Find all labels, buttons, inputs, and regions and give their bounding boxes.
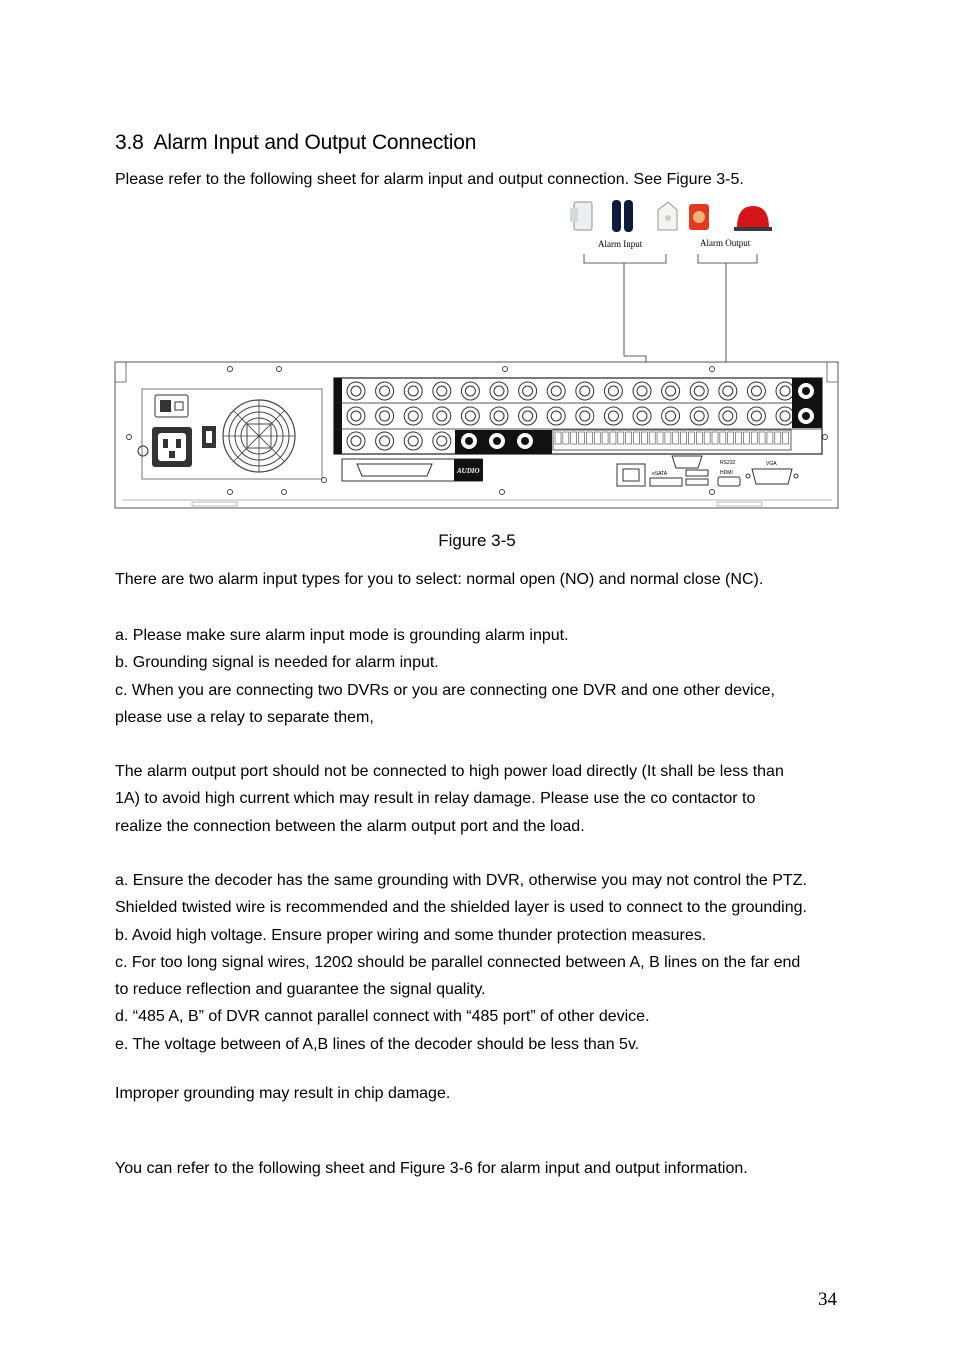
input-note: c. When you are connecting two DVRs or you are connecting one DVR and one other device, bbox=[115, 681, 775, 699]
bnc-connector bbox=[433, 432, 451, 450]
input-types-paragraph: There are two alarm input types for you to select: normal open (NO) and normal close (NC). bbox=[115, 571, 764, 588]
alarm-beacon-icon bbox=[734, 206, 772, 231]
output-note: realize the connection between the alarm output port and the load. bbox=[115, 817, 585, 835]
bnc-connector bbox=[461, 382, 479, 400]
output-note: 1A) to avoid high current which may result in relay damage. Please use the co contactor to bbox=[115, 790, 756, 808]
terminal-screw bbox=[736, 432, 742, 444]
bnc-connector bbox=[347, 432, 365, 450]
section-title: Alarm Input and Output Connection bbox=[153, 131, 477, 154]
bnc-connector bbox=[519, 382, 537, 400]
dvr-alarm-connection-figure bbox=[112, 194, 842, 514]
terminal-screw bbox=[571, 432, 577, 444]
terminal-screw bbox=[681, 432, 687, 444]
bnc-connector bbox=[604, 407, 622, 425]
section-number: 3.8 bbox=[115, 131, 144, 154]
audio-label: AUDIO bbox=[457, 467, 480, 475]
bnc-connector bbox=[690, 407, 708, 425]
bnc-connector bbox=[547, 382, 565, 400]
decoder-note: Shielded twisted wire is recommended and the shielded layer is used to connect to the grounding. bbox=[115, 899, 807, 917]
bnc-connector bbox=[547, 407, 565, 425]
terminal-screw bbox=[657, 432, 663, 444]
bnc-connector bbox=[662, 407, 680, 425]
bnc-connector bbox=[633, 382, 651, 400]
decoder-note: to reduce reflection and guarantee the signal quality. bbox=[115, 981, 486, 999]
bnc-connector bbox=[690, 382, 708, 400]
bnc-connector bbox=[376, 407, 394, 425]
section-heading bbox=[115, 131, 476, 155]
rs232-label: RS232 bbox=[720, 460, 736, 466]
bnc-connector bbox=[719, 407, 737, 425]
terminal-screw bbox=[720, 432, 726, 444]
dvr-rear-panel bbox=[115, 362, 838, 508]
input-note: b. Grounding signal is needed for alarm input. bbox=[115, 654, 439, 672]
terminal-screw bbox=[696, 432, 702, 444]
beam-detector-icon bbox=[612, 200, 633, 232]
fan-icon bbox=[223, 400, 295, 472]
esata-label: eSATA bbox=[652, 471, 668, 477]
terminal-screw bbox=[649, 432, 655, 444]
decoder-note: c. For too long signal wires, 120Ω should be parallel connected between A, B lines on the far end bbox=[115, 953, 801, 971]
bnc-connector bbox=[433, 382, 451, 400]
terminal-screw bbox=[563, 432, 569, 444]
hdmi-label: HDMI bbox=[720, 470, 733, 476]
bnc-connector bbox=[404, 382, 422, 400]
figure-caption: Figure 3-5 bbox=[438, 531, 516, 550]
terminal-screw bbox=[641, 432, 647, 444]
input-note: a. Please make sure alarm input mode is grounding alarm input. bbox=[115, 627, 569, 644]
terminal-screw bbox=[594, 432, 600, 444]
terminal-screw bbox=[767, 432, 773, 444]
terminal-screw bbox=[751, 432, 757, 444]
input-note: please use a relay to separate them, bbox=[115, 708, 374, 726]
bnc-connector bbox=[376, 432, 394, 450]
alarm-input-label: Alarm Input bbox=[598, 239, 643, 249]
bnc-connector bbox=[747, 382, 765, 400]
bnc-connector bbox=[576, 382, 594, 400]
bnc-connector bbox=[747, 407, 765, 425]
decoder-note: e. The voltage between of A,B lines of the decoder should be less than 5v. bbox=[115, 1035, 640, 1053]
bnc-connector bbox=[519, 407, 537, 425]
terminal-screw bbox=[783, 432, 789, 444]
terminal-screw bbox=[775, 432, 781, 444]
decoder-notes bbox=[115, 867, 850, 1058]
terminal-screw bbox=[743, 432, 749, 444]
terminal-screw bbox=[759, 432, 765, 444]
bnc-connector bbox=[576, 407, 594, 425]
terminal-screw bbox=[673, 432, 679, 444]
bnc-connector bbox=[662, 382, 680, 400]
alarm-output-notes bbox=[115, 758, 850, 840]
terminal-screw bbox=[618, 432, 624, 444]
bnc-connector bbox=[490, 382, 508, 400]
grounding-note: Improper grounding may result in chip damage. bbox=[115, 1085, 451, 1102]
bnc-connector bbox=[776, 407, 794, 425]
bnc-connector bbox=[347, 382, 365, 400]
closing-paragraph: You can refer to the following sheet and Figure 3-6 for alarm input and output information. bbox=[115, 1160, 748, 1177]
terminal-screw bbox=[602, 432, 608, 444]
output-note: The alarm output port should not be connected to high power load directly (It shall be less than bbox=[115, 763, 784, 780]
terminal-screw bbox=[610, 432, 616, 444]
decoder-note: b. Avoid high voltage. Ensure proper wiring and some thunder protection measures. bbox=[115, 926, 707, 944]
vga-label: VGA bbox=[766, 461, 777, 467]
terminal-screw bbox=[704, 432, 710, 444]
bnc-connector bbox=[490, 407, 508, 425]
strobe-siren-icon bbox=[689, 204, 709, 230]
bnc-connector bbox=[776, 382, 794, 400]
terminal-screw bbox=[728, 432, 734, 444]
bnc-connector bbox=[461, 407, 479, 425]
bnc-connector bbox=[376, 382, 394, 400]
intro-paragraph: Please refer to the following sheet for alarm input and output connection. See Figure 3-5. bbox=[115, 171, 744, 188]
terminal-screw bbox=[626, 432, 632, 444]
terminal-screw bbox=[688, 432, 694, 444]
terminal-screw bbox=[555, 432, 561, 444]
bnc-connector bbox=[633, 407, 651, 425]
alarm-output-label: Alarm Output bbox=[700, 238, 751, 248]
terminal-screw bbox=[634, 432, 640, 444]
bnc-connector bbox=[404, 432, 422, 450]
pir-sensor-icon bbox=[570, 202, 592, 230]
terminal-screw bbox=[712, 432, 718, 444]
alarm-input-notes bbox=[115, 622, 850, 731]
smoke-detector-icon bbox=[658, 202, 677, 230]
terminal-screw bbox=[579, 432, 585, 444]
terminal-screw bbox=[665, 432, 671, 444]
decoder-note: d. “485 A, B” of DVR cannot parallel connect with “485 port” of other device. bbox=[115, 1008, 650, 1026]
bnc-connector bbox=[404, 407, 422, 425]
page-number: 34 bbox=[818, 1289, 837, 1310]
bnc-connector bbox=[604, 382, 622, 400]
terminal-screw bbox=[586, 432, 592, 444]
bnc-connector bbox=[433, 407, 451, 425]
decoder-note: a. Ensure the decoder has the same grounding with DVR, otherwise you may not control the PTZ. bbox=[115, 872, 807, 889]
bnc-connector bbox=[719, 382, 737, 400]
bnc-connector bbox=[347, 407, 365, 425]
